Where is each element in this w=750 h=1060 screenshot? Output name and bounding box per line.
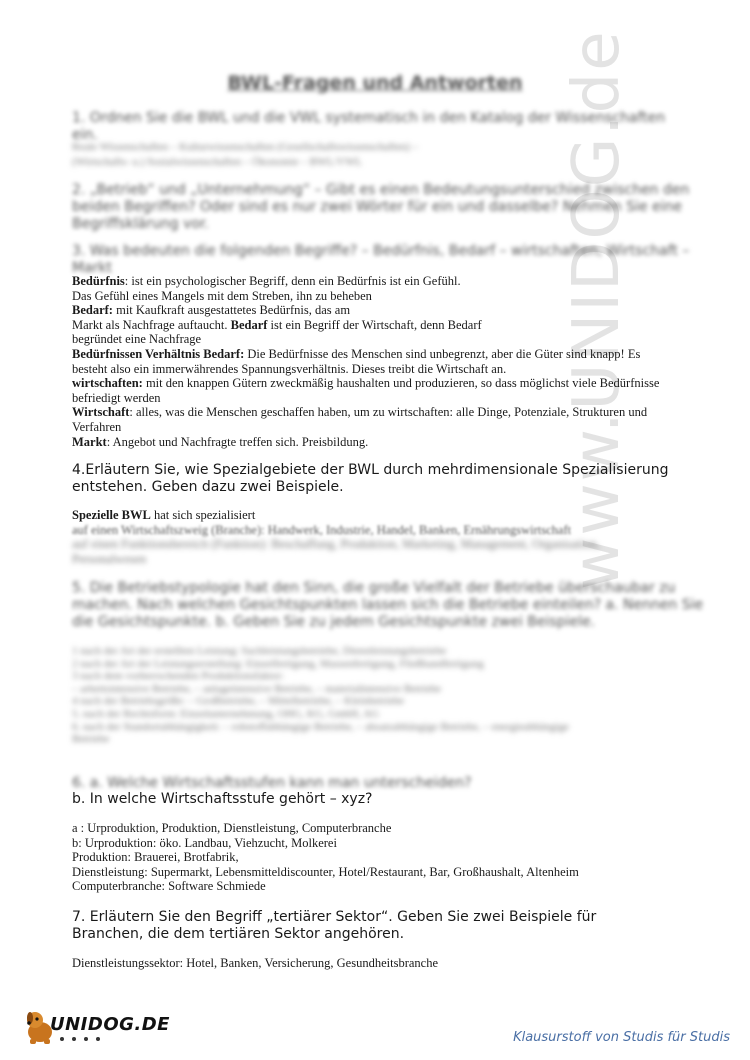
footer-tagline: Klausurstoff von Studis für Studis: [513, 1030, 730, 1045]
question-6a: 6. a. Welche Wirtschaftsstufen kann man unterscheiden?: [72, 775, 472, 791]
answer-5-line-4: – arbeitsintensive Betriebe, – anlageintensive Betriebe, – materialintensive Betriebe: [72, 682, 441, 695]
answer-5: [72, 645, 672, 746]
answer-6-line-4: Dienstleistung: Supermarkt, Lebensmitteldiscounter, Hotel/Restaurant, Bar, Großhaushalt, Altenheim: [72, 864, 579, 879]
answer-6-line-5: Computerbranche: Software Schmiede: [72, 879, 266, 894]
answer-3-line-3: [72, 303, 672, 318]
text-bedarf-2b: ist ein Begriff der Wirtschaft, denn Bedarf: [267, 317, 482, 332]
answer-3-line-7: besteht also ein immerwährendes Spannungsverhältnis. Dieses treibt die Wirtschaft an.: [72, 361, 507, 376]
answer-5-line-5: 4 nach der Betriebsgröße: – Großbetriebe, – Mittelbetriebe, – Kleinbetriebe: [72, 695, 405, 708]
answer-6-line-1: a : Urproduktion, Produktion, Dienstleistung, Computerbranche: [72, 821, 392, 835]
question-3: 3. Was bedeuten die folgenden Begriffe? – Bedürfnis, Bedarf – wirtschaften, Wirtschaft – Markt: [72, 243, 690, 276]
term-beduerfnis: Bedürfnis: [72, 274, 125, 288]
answer-6-line-3: Produktion: Brauerei, Brotfabrik,: [72, 850, 239, 865]
term-wirtschaften: wirtschaften:: [72, 376, 143, 391]
answer-5-line-2: 2 nach der Art der Leistungserstellung: Einzelfertigung, Massenfertigung, Fließbandfertigung: [72, 657, 484, 670]
answer-4-line-1: [72, 508, 672, 523]
brand-logo-text: UNIDOG.DE: [50, 1014, 170, 1035]
answer-1-line-2: (Wirtschafts- u.) Sozialwissenschaften – Ökonomie – BWL/VWL: [72, 155, 363, 168]
text-markt: : Angebot und Nachfragte treffen sich. Preisbildung.: [106, 434, 369, 449]
answer-3-line-2: Das Gefühl eines Mangels mit dem Streben, ihn zu beheben: [72, 288, 372, 303]
text-spezielle-bwl: hat sich spezialisiert: [150, 508, 256, 522]
answer-1: [72, 140, 672, 169]
term-wirtschaft: Wirtschaft: [72, 405, 130, 420]
answer-4-line-4: Personalwesen: [72, 551, 147, 566]
text-wirtschaft: : alles, was die Menschen geschaffen haben, um zu wirtschaften: alle Dinge, Potenziale, Strukturen und: [129, 405, 648, 420]
term-markt: Markt: [72, 434, 107, 449]
text-beduerfnis: : ist ein psychologischer Begriff, denn ein Bedürfnis ist ein Gefühl.: [124, 274, 461, 288]
text-verhaeltnis: Die Bedürfnisse des Menschen sind unbegrenzt, aber die Güter sind knapp! Es: [244, 346, 641, 361]
question-6b: b. In welche Wirtschaftsstufe gehört – xyz?: [72, 791, 373, 807]
question-2: 2. „Betrieb“ und „Unternehmung“ – Gibt es einen Bedeutungsunterschied zwischen den beiden Begriffen? Oder sind es nur zwei Wörter für ein und dasselbe? Nehmen Sie eine Begriffsklärung vor.: [72, 182, 690, 232]
question-4: 4.Erläutern Sie, wie Spezialgebiete der BWL durch mehrdimensionale Spezialisierung entstehen. Geben dazu zwei Beispiele.: [72, 462, 669, 495]
answer-3-line-4: [72, 318, 672, 333]
answer-4-line-3: auf einen Funktionsbereich (Funktion): Beschaffung, Produktion, Marketing, Management, Organisation,: [72, 537, 600, 552]
answer-4: [72, 508, 672, 566]
answer-3-line-1: [72, 274, 672, 289]
answer-6-line-2: b: Urproduktion: öko. Landbau, Viehzucht, Molkerei: [72, 835, 337, 850]
term-bedarf: Bedarf:: [72, 303, 113, 318]
answer-3-line-6: [72, 347, 672, 362]
answer-3-line-8: [72, 376, 672, 391]
answer-6: [72, 821, 692, 894]
answer-4-line-2: auf einen Wirtschaftszweig (Branche): Handwerk, Industrie, Handel, Banken, Ernährungswirtschaft: [72, 522, 572, 537]
text-bedarf-2a: Markt als Nachfrage auftaucht.: [72, 317, 231, 332]
answer-5-line-8: Betriebe: [72, 733, 110, 746]
answer-5-line-6: 5. nach der Rechtsform: Einzelunternehmung, OHG, KG, GmbH, AG: [72, 707, 380, 720]
logo-paw-trail-icon: [56, 1036, 166, 1042]
answer-3-line-11: Verfahren: [72, 419, 122, 434]
question-7: 7. Erläutern Sie den Begriff „tertiärer Sektor“. Geben Sie zwei Beispiele für Branchen, die dem tertiären Sektor angehören.: [72, 909, 597, 942]
answer-3-line-9: befriedigt werden: [72, 390, 161, 405]
text-wirtschaften: mit den knappen Gütern zweckmäßig haushalten und produzieren, so dass möglichst viele Bedürfnisse: [142, 376, 660, 391]
question-5: 5. Die Betriebstypologie hat den Sinn, die große Vielfalt der Betriebe überschaubar zu machen. Nach welchen Gesichtspunkten lassen sich die Betriebe einteilen? a. Nennen Sie die Gesichtspunkte. b. Geben Sie zu jedem Gesichtspunkte zwei Beispiele.: [72, 580, 704, 630]
answer-3-line-12: [72, 435, 672, 450]
answer-5-line-3: 3 nach dem vorherrschenden Produktionsfaktor:: [72, 670, 284, 683]
term-bedarf-2: Bedarf: [230, 317, 268, 332]
page-title: BWL-Fragen und Antworten: [227, 72, 523, 94]
watermark-text: www.UNIDOG.de: [560, 29, 634, 590]
answer-7: Dienstleistungssektor: Hotel, Banken, Versicherung, Gesundheitsbranche: [72, 956, 439, 970]
answer-5-line-7: 6. nach der Standortabhängigkeit: – rohstoffabhängige Betriebe, – absatzabhängige Betriebe, – energieabhängige: [72, 720, 569, 733]
answer-3: [72, 274, 672, 449]
answer-3-line-10: [72, 405, 672, 420]
answer-3-line-5: begründet eine Nachfrage: [72, 332, 202, 347]
text-bedarf: mit Kaufkraft ausgestattetes Bedürfnis, das am: [112, 303, 351, 318]
term-spezielle-bwl: Spezielle BWL: [72, 508, 151, 522]
answer-5-line-1: 1 nach der Art der erstellten Leistung: Sachleistungsbetriebe, Dienstleistungsbetriebe: [72, 645, 447, 657]
term-verhaeltnis: Bedürfnissen Verhältnis Bedarf:: [72, 346, 245, 361]
answer-1-line-1: Reale Wissenschaften – Kulturwissenschaften (Gesellschaftswissenschaften) –: [72, 141, 419, 153]
question-1: 1. Ordnen Sie die BWL und die VWL systematisch in den Katalog der Wissenschaften ein.: [72, 110, 666, 143]
